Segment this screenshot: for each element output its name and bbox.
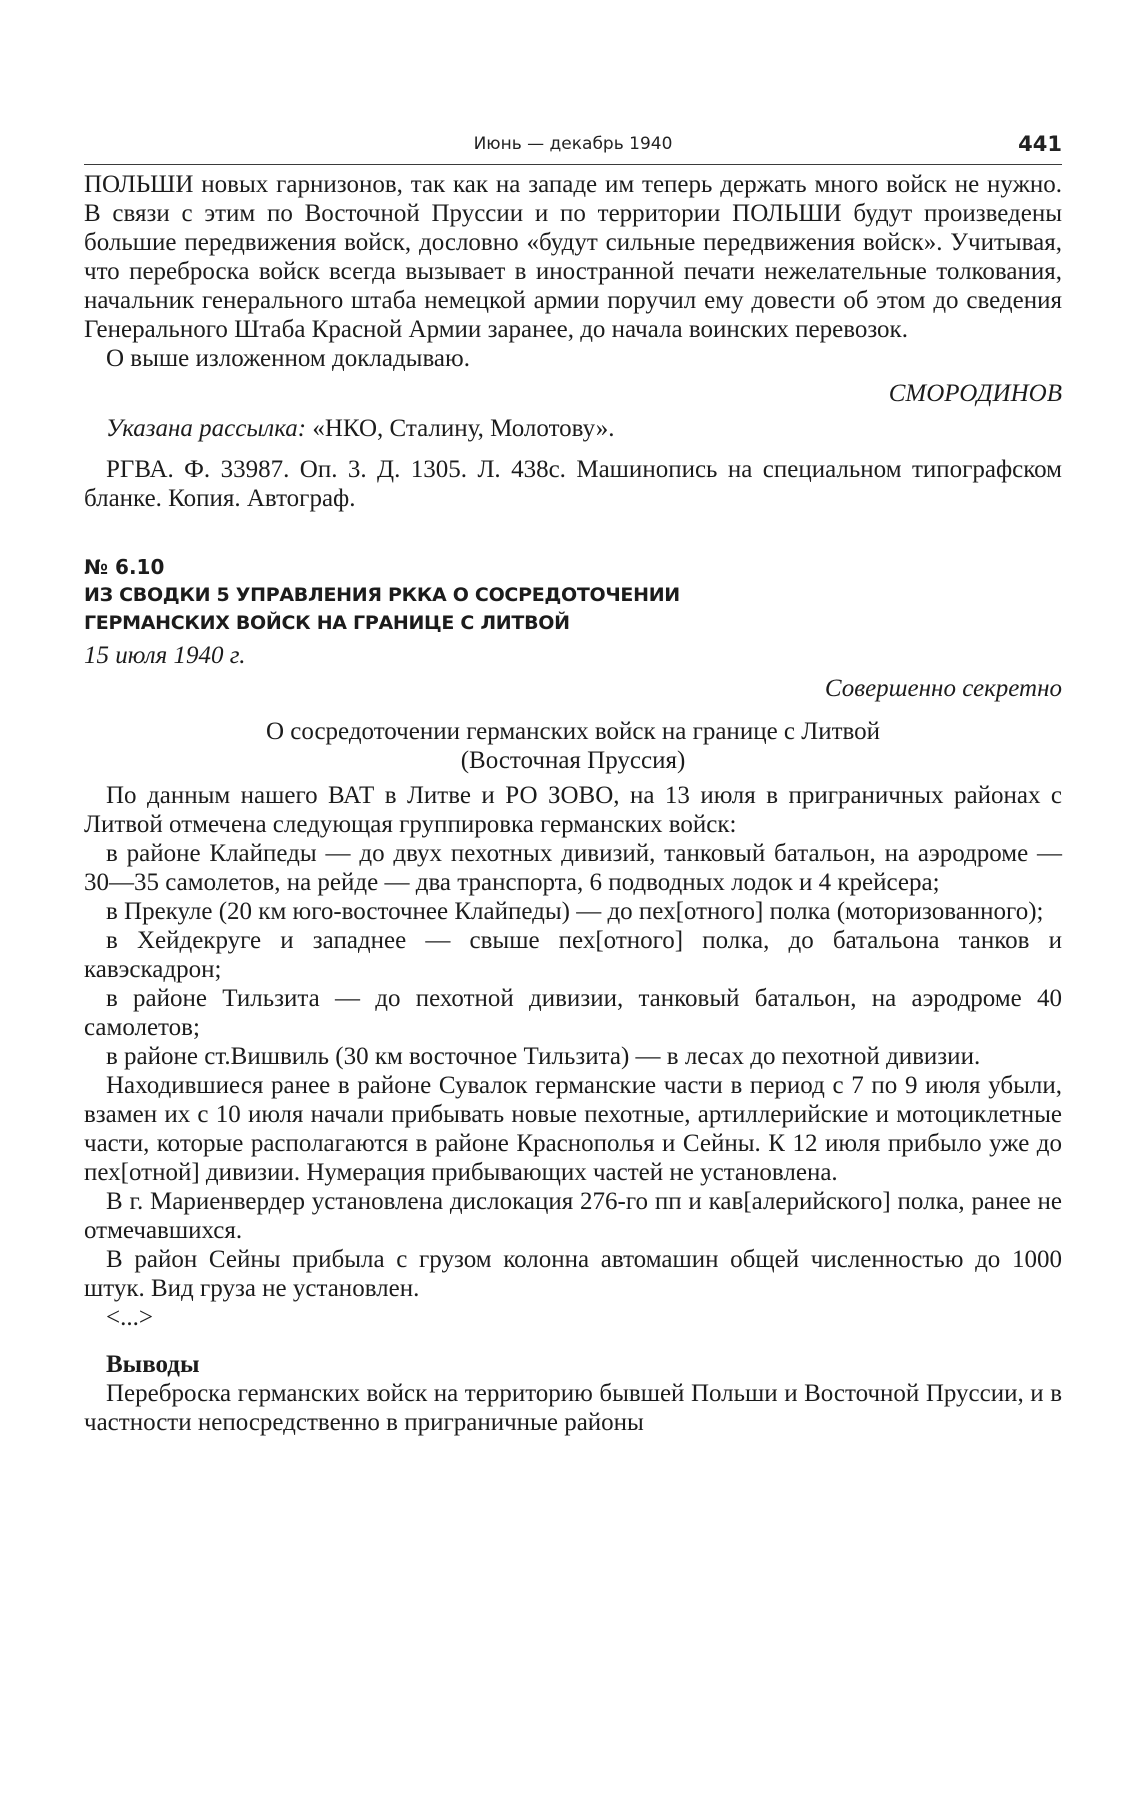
continued-paragraph: ПОЛЬШИ новых гарнизонов, так как на западе им теперь держать много войск не нужно. В связи с этим по Восточной Пруссии и по территории ПОЛЬШИ будут произведены большие передвижения войск, дословно «будут сильные передвижения войск». Учитывая, что переброска войск всегда вызывает в иностранной печати нежелательные толкования, начальник генерального штаба немецкой армии поручил ему довести об этом до сведения Генерального Штаба Красной Армии заранее, до начала воинских перевозок. [84, 171, 1062, 343]
distribution-note [84, 414, 1062, 443]
conclusions-heading: Выводы [106, 1351, 200, 1378]
body-paragraph: Находившиеся ранее в районе Сувалок германские части в период с 7 по 9 июля убыли, взамен их с 10 июля начали прибывать новые пехотные, артиллерийские и мотоциклетные части, которые располагаются в районе Краснополья и Сейны. К 12 июля прибыло уже до пех[отной] дивизии. Нумерация прибывающих частей не установлена. [84, 1072, 1062, 1186]
document-title-line-1: ИЗ СВОДКИ 5 УПРАВЛЕНИЯ РККА О СОСРЕДОТОЧЕНИИ [84, 584, 680, 606]
body-paragraph: в районе ст.Вишвиль (30 км восточное Тильзита) — в лесах до пехотной дивизии. [106, 1043, 981, 1070]
body-paragraph: В район Сейны прибыла с грузом колонна автомашин общей численностью до 1000 штук. Вид груза не установлен. [84, 1246, 1062, 1302]
signature: СМОРОДИНОВ [888, 380, 1062, 407]
body-paragraph: в районе Тильзита — до пехотной дивизии, танковый батальон, на аэродроме 40 самолетов; [84, 985, 1062, 1041]
page-body [84, 170, 1062, 1437]
body-paragraph: в районе Клайпеды — до двух пехотных дивизий, танковый батальон, на аэродроме — 30—35 самолетов, на рейде — два транспорта, 6 подводных лодок и 4 крейсера; [84, 840, 1062, 896]
body-paragraph: В г. Мариенвердер установлена дислокация 276-го пп и кав[алерийского] полка, ранее не отмечавшихся. [84, 1188, 1062, 1244]
document-subtitle-line-1: О сосредоточении германских войск на границе с Литвой [265, 718, 881, 745]
conclusions-paragraph: Переброска германских войск на территорию бывшей Польши и Восточной Пруссии, и в частности непосредственно в приграничные районы [84, 1380, 1062, 1436]
running-title: Июнь — декабрь 1940 [473, 134, 673, 154]
page-number: 441 [1018, 132, 1062, 156]
document-subtitle-line-2: (Восточная Пруссия) [460, 747, 686, 774]
body-paragraph: в Хейдекруге и западнее — свыше пех[отного] полка, до батальона танков и кавэскадрон; [84, 927, 1062, 983]
omission-mark: <...> [106, 1304, 153, 1331]
running-header [84, 128, 1062, 165]
distribution-value: «НКО, Сталину, Молотову». [312, 415, 615, 442]
document-title-line-2: ГЕРМАНСКИХ ВОЙСК НА ГРАНИЦЕ С ЛИТВОЙ [84, 612, 570, 634]
body-paragraph: в Прекуле (20 км юго-восточнее Клайпеды) — до пех[отного] полка (моторизованного); [106, 898, 1044, 925]
archive-source: РГВА. Ф. 33987. Оп. 3. Д. 1305. Л. 438с. Машинопись на специальном типографском бланке. Копия. Автограф. [84, 456, 1062, 512]
report-line: О выше изложенном докладываю. [106, 345, 470, 372]
distribution-label: Указана рассылка: [106, 415, 307, 442]
classification-mark: Совершенно секретно [824, 675, 1062, 702]
document-number: № 6.10 [84, 555, 165, 579]
document-date: 15 июля 1940 г. [84, 642, 246, 669]
body-paragraph: По данным нашего ВАТ в Литве и РО ЗОВО, на 13 июля в приграничных районах с Литвой отмечена следующая группировка германских войск: [84, 782, 1062, 838]
